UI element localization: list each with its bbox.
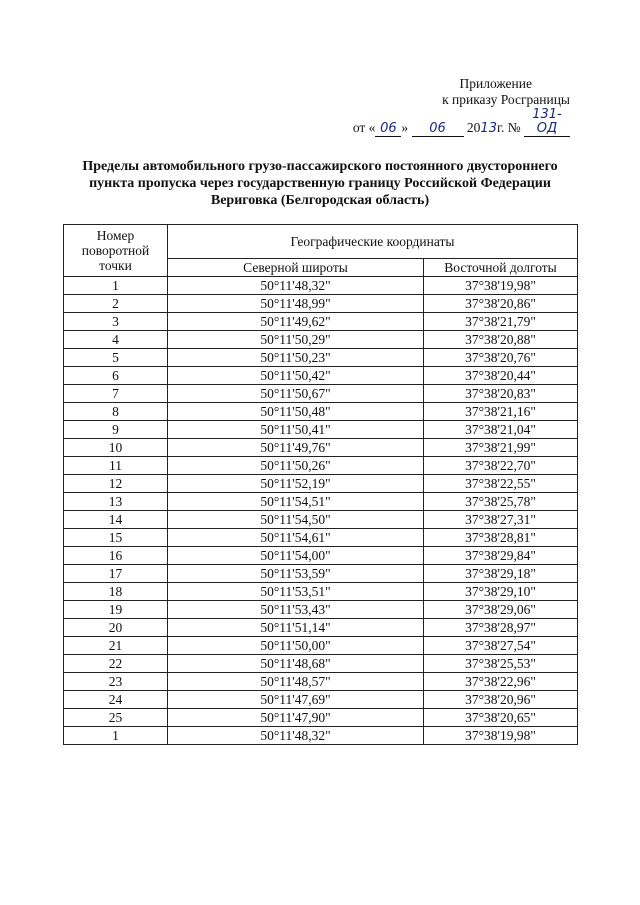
latitude-cell: 50°11'51,14" (168, 619, 424, 637)
longitude-cell: 37°38'27,31" (424, 511, 578, 529)
table-row (64, 295, 578, 313)
table-row (64, 727, 578, 745)
table-row (64, 493, 578, 511)
table-row (64, 475, 578, 493)
longitude-cell: 37°38'21,04" (424, 421, 578, 439)
header-point-number (64, 225, 168, 277)
table-row (64, 511, 578, 529)
longitude-cell: 37°38'20,76" (424, 349, 578, 367)
latitude-cell: 50°11'50,29" (168, 331, 424, 349)
header-longitude: Восточной долготы (424, 259, 578, 277)
point-number-cell: 4 (64, 331, 168, 349)
longitude-cell: 37°38'20,86" (424, 295, 578, 313)
point-number-cell: 9 (64, 421, 168, 439)
point-number-cell: 23 (64, 673, 168, 691)
latitude-cell: 50°11'53,43" (168, 601, 424, 619)
longitude-cell: 37°38'28,97" (424, 619, 578, 637)
latitude-cell: 50°11'48,68" (168, 655, 424, 673)
point-number-cell: 3 (64, 313, 168, 331)
table-row (64, 655, 578, 673)
table-row (64, 385, 578, 403)
longitude-cell: 37°38'20,83" (424, 385, 578, 403)
latitude-cell: 50°11'50,41" (168, 421, 424, 439)
latitude-cell: 50°11'49,62" (168, 313, 424, 331)
table-row (64, 331, 578, 349)
point-number-cell: 22 (64, 655, 168, 673)
table-row (64, 403, 578, 421)
point-number-cell: 24 (64, 691, 168, 709)
latitude-cell: 50°11'53,59" (168, 565, 424, 583)
point-number-cell: 7 (64, 385, 168, 403)
header-geo-coordinates: Географические координаты (168, 225, 578, 259)
latitude-cell: 50°11'54,00" (168, 547, 424, 565)
longitude-cell: 37°38'25,53" (424, 655, 578, 673)
longitude-cell: 37°38'29,18" (424, 565, 578, 583)
point-number-cell: 19 (64, 601, 168, 619)
longitude-cell: 37°38'20,44" (424, 367, 578, 385)
table-row (64, 421, 578, 439)
table-row (64, 547, 578, 565)
date-year-prefix: 20 (466, 120, 481, 135)
point-number-cell: 10 (64, 439, 168, 457)
appendix-order-ref: к приказу Росграницы (442, 92, 570, 107)
latitude-cell: 50°11'50,48" (168, 403, 424, 421)
point-number-cell: 6 (64, 367, 168, 385)
header-number-line-1: Номер (96, 228, 135, 243)
document-title (40, 158, 600, 209)
longitude-cell: 37°38'22,70" (424, 457, 578, 475)
longitude-cell: 37°38'21,16" (424, 403, 578, 421)
latitude-cell: 50°11'54,50" (168, 511, 424, 529)
table-row (64, 601, 578, 619)
longitude-cell: 37°38'28,81" (424, 529, 578, 547)
longitude-cell: 37°38'29,10" (424, 583, 578, 601)
point-number-cell: 15 (64, 529, 168, 547)
title-line-3: Вериговка (Белгородская область) (210, 193, 430, 208)
point-number-cell: 5 (64, 349, 168, 367)
latitude-cell: 50°11'50,42" (168, 367, 424, 385)
table-row (64, 673, 578, 691)
table-row (64, 691, 578, 709)
longitude-cell: 37°38'19,98" (424, 727, 578, 745)
longitude-cell: 37°38'22,55" (424, 475, 578, 493)
longitude-cell: 37°38'19,98" (424, 277, 578, 295)
header-number-line-2: поворотной (81, 243, 150, 258)
header-latitude: Северной широты (168, 259, 424, 277)
point-number-cell: 1 (64, 727, 168, 745)
latitude-cell: 50°11'50,26" (168, 457, 424, 475)
table-row (64, 457, 578, 475)
latitude-cell: 50°11'48,99" (168, 295, 424, 313)
title-line-1: Пределы автомобильного грузо-пассажирского постоянного двустороннего (82, 159, 558, 174)
appendix-date-line (330, 108, 570, 137)
table-row (64, 637, 578, 655)
date-mid: » (401, 120, 409, 135)
point-number-cell: 11 (64, 457, 168, 475)
table-row (64, 583, 578, 601)
table-row (64, 709, 578, 727)
point-number-cell: 17 (64, 565, 168, 583)
point-number-cell: 12 (64, 475, 168, 493)
point-number-cell: 13 (64, 493, 168, 511)
table-body (64, 277, 578, 745)
point-number-cell: 14 (64, 511, 168, 529)
latitude-cell: 50°11'48,32" (168, 277, 424, 295)
longitude-cell: 37°38'27,54" (424, 637, 578, 655)
table-row (64, 439, 578, 457)
latitude-cell: 50°11'48,32" (168, 727, 424, 745)
appendix-title: Приложение (459, 76, 532, 91)
longitude-cell: 37°38'20,96" (424, 691, 578, 709)
table-row (64, 313, 578, 331)
point-number-cell: 2 (64, 295, 168, 313)
longitude-cell: 37°38'20,65" (424, 709, 578, 727)
date-year-g: г. № (496, 120, 521, 135)
latitude-cell: 50°11'49,76" (168, 439, 424, 457)
point-number-cell: 8 (64, 403, 168, 421)
latitude-cell: 50°11'50,23" (168, 349, 424, 367)
latitude-cell: 50°11'50,00" (168, 637, 424, 655)
date-year-suffix: 13 (480, 121, 497, 136)
longitude-cell: 37°38'29,84" (424, 547, 578, 565)
latitude-cell: 50°11'47,90" (168, 709, 424, 727)
latitude-cell: 50°11'50,67" (168, 385, 424, 403)
table-row (64, 565, 578, 583)
title-line-2: пункта пропуска через государственную границу Российской Федерации (89, 176, 551, 191)
longitude-cell: 37°38'21,79" (424, 313, 578, 331)
point-number-cell: 1 (64, 277, 168, 295)
table-row (64, 367, 578, 385)
table-row (64, 349, 578, 367)
date-prefix: от « (352, 120, 376, 135)
coordinates-table (63, 224, 578, 745)
longitude-cell: 37°38'22,96" (424, 673, 578, 691)
latitude-cell: 50°11'48,57" (168, 673, 424, 691)
point-number-cell: 20 (64, 619, 168, 637)
order-number: 131-ОД (524, 108, 570, 137)
point-number-cell: 16 (64, 547, 168, 565)
latitude-cell: 50°11'54,61" (168, 529, 424, 547)
latitude-cell: 50°11'53,51" (168, 583, 424, 601)
date-day: 06 (375, 122, 401, 137)
latitude-cell: 50°11'52,19" (168, 475, 424, 493)
longitude-cell: 37°38'20,88" (424, 331, 578, 349)
appendix-block (330, 76, 570, 137)
latitude-cell: 50°11'54,51" (168, 493, 424, 511)
longitude-cell: 37°38'25,78" (424, 493, 578, 511)
table-row (64, 277, 578, 295)
date-month: 06 (412, 122, 464, 137)
longitude-cell: 37°38'29,06" (424, 601, 578, 619)
latitude-cell: 50°11'47,69" (168, 691, 424, 709)
point-number-cell: 18 (64, 583, 168, 601)
table-row (64, 619, 578, 637)
header-number-line-3: точки (99, 258, 132, 273)
point-number-cell: 25 (64, 709, 168, 727)
longitude-cell: 37°38'21,99" (424, 439, 578, 457)
point-number-cell: 21 (64, 637, 168, 655)
table-row (64, 529, 578, 547)
